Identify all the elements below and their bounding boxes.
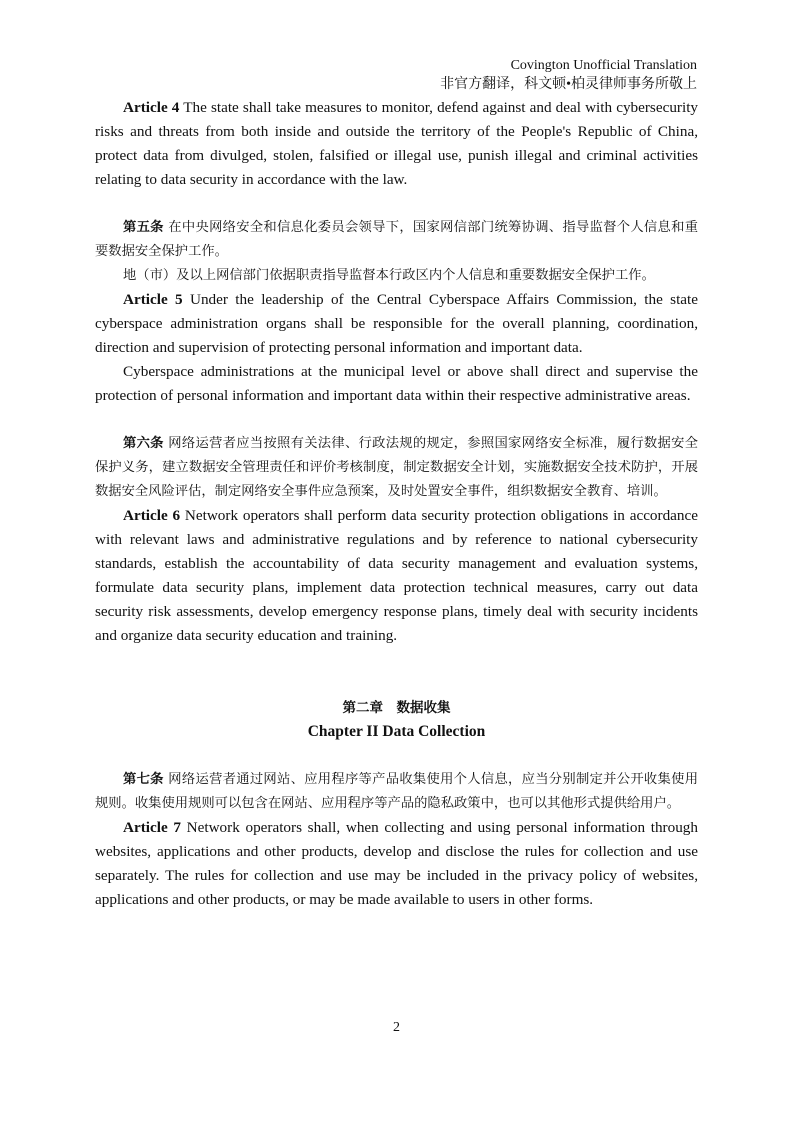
article-text: The state shall take measures to monitor, defend against and deal with cybersecurity risks and threats from both inside and outside the territory of the People's Republic of China, protect data from divulged, stolen, falsified or illegal use, punish illegal and criminal activities relating to data security in accordance with the law. (95, 99, 699, 188)
document-body (95, 96, 698, 912)
article-label: 第六条 (123, 436, 164, 451)
article-7-en (95, 816, 698, 912)
header-translation-note-zh: 非官方翻译，科文顿•柏灵律师事务所敬上 (440, 77, 697, 92)
article-label: Article 7 (123, 819, 181, 836)
article-7-zh (95, 768, 698, 816)
article-label: Article 4 (123, 99, 180, 116)
article-label: Article 6 (123, 507, 181, 524)
chapter-title-zh: 第二章 数据收集 (342, 700, 451, 716)
header-translation-note: Covington Unofficial Translation (510, 58, 697, 73)
page-header (440, 56, 697, 94)
article-text: 网络运营者通过网站、应用程序等产品收集使用个人信息，应当分别制定并公开收集使用规则。收集使用规则可以包含在网站、应用程序等产品的隐私政策中，也可以其他形式提供给用户。 (95, 772, 699, 811)
article-6-zh (95, 432, 698, 504)
article-label: 第七条 (123, 772, 164, 787)
article-label: Article 5 (123, 291, 183, 308)
article-5-en-para-2: Cyberspace administrations at the municipal level or above shall direct and supervise the protection of personal information and important data within their respective administrative areas. (95, 363, 698, 404)
article-5-zh-para-2: 地（市）及以上网信部门依据职责指导监督本行政区内个人信息和重要数据安全保护工作。 (123, 268, 655, 283)
article-6-en (95, 504, 698, 648)
chapter-title-en: Chapter II Data Collection (307, 723, 486, 740)
article-text: Under the leadership of the Central Cyberspace Affairs Commission, the state cyberspace administration organs shall be responsible for the overall planning, coordination, direction and supervision of protecting personal information and important data. (95, 291, 698, 356)
article-label: 第五条 (123, 220, 164, 235)
article-4-en (95, 96, 698, 192)
article-text: 在中央网络安全和信息化委员会领导下，国家网信部门统筹协调、指导监督个人信息和重要数据安全保护工作。 (95, 220, 699, 259)
article-text: Network operators shall, when collecting and using personal information through websites, applications and other products, develop and disclose the rules for collection and use separately. The rules for collection and use may be included in the privacy policy of websites, applications and other products, or may be made available to users in other forms. (95, 819, 698, 908)
article-5-zh (95, 216, 698, 264)
article-5-en (95, 288, 698, 360)
page-number: 2 (393, 1020, 400, 1035)
article-text: 网络运营者应当按照有关法律、行政法规的规定，参照国家网络安全标准，履行数据安全保护义务，建立数据安全管理责任和评价考核制度，制定数据安全计划，实施数据安全技术防护，开展数据安全风险评估，制定网络安全事件应急预案，及时处置安全事件，组织数据安全教育、培训。 (95, 436, 699, 499)
article-text: Network operators shall perform data security protection obligations in accordance with relevant laws and administrative regulations and by reference to national cybersecurity standards, establish the accountability of data security management and evaluation systems, formulate data security plans, implement data protection technical measures, carry out data security risk assessments, develop emergency response plans, timely deal with security incidents and organize data security education and training. (95, 507, 698, 644)
